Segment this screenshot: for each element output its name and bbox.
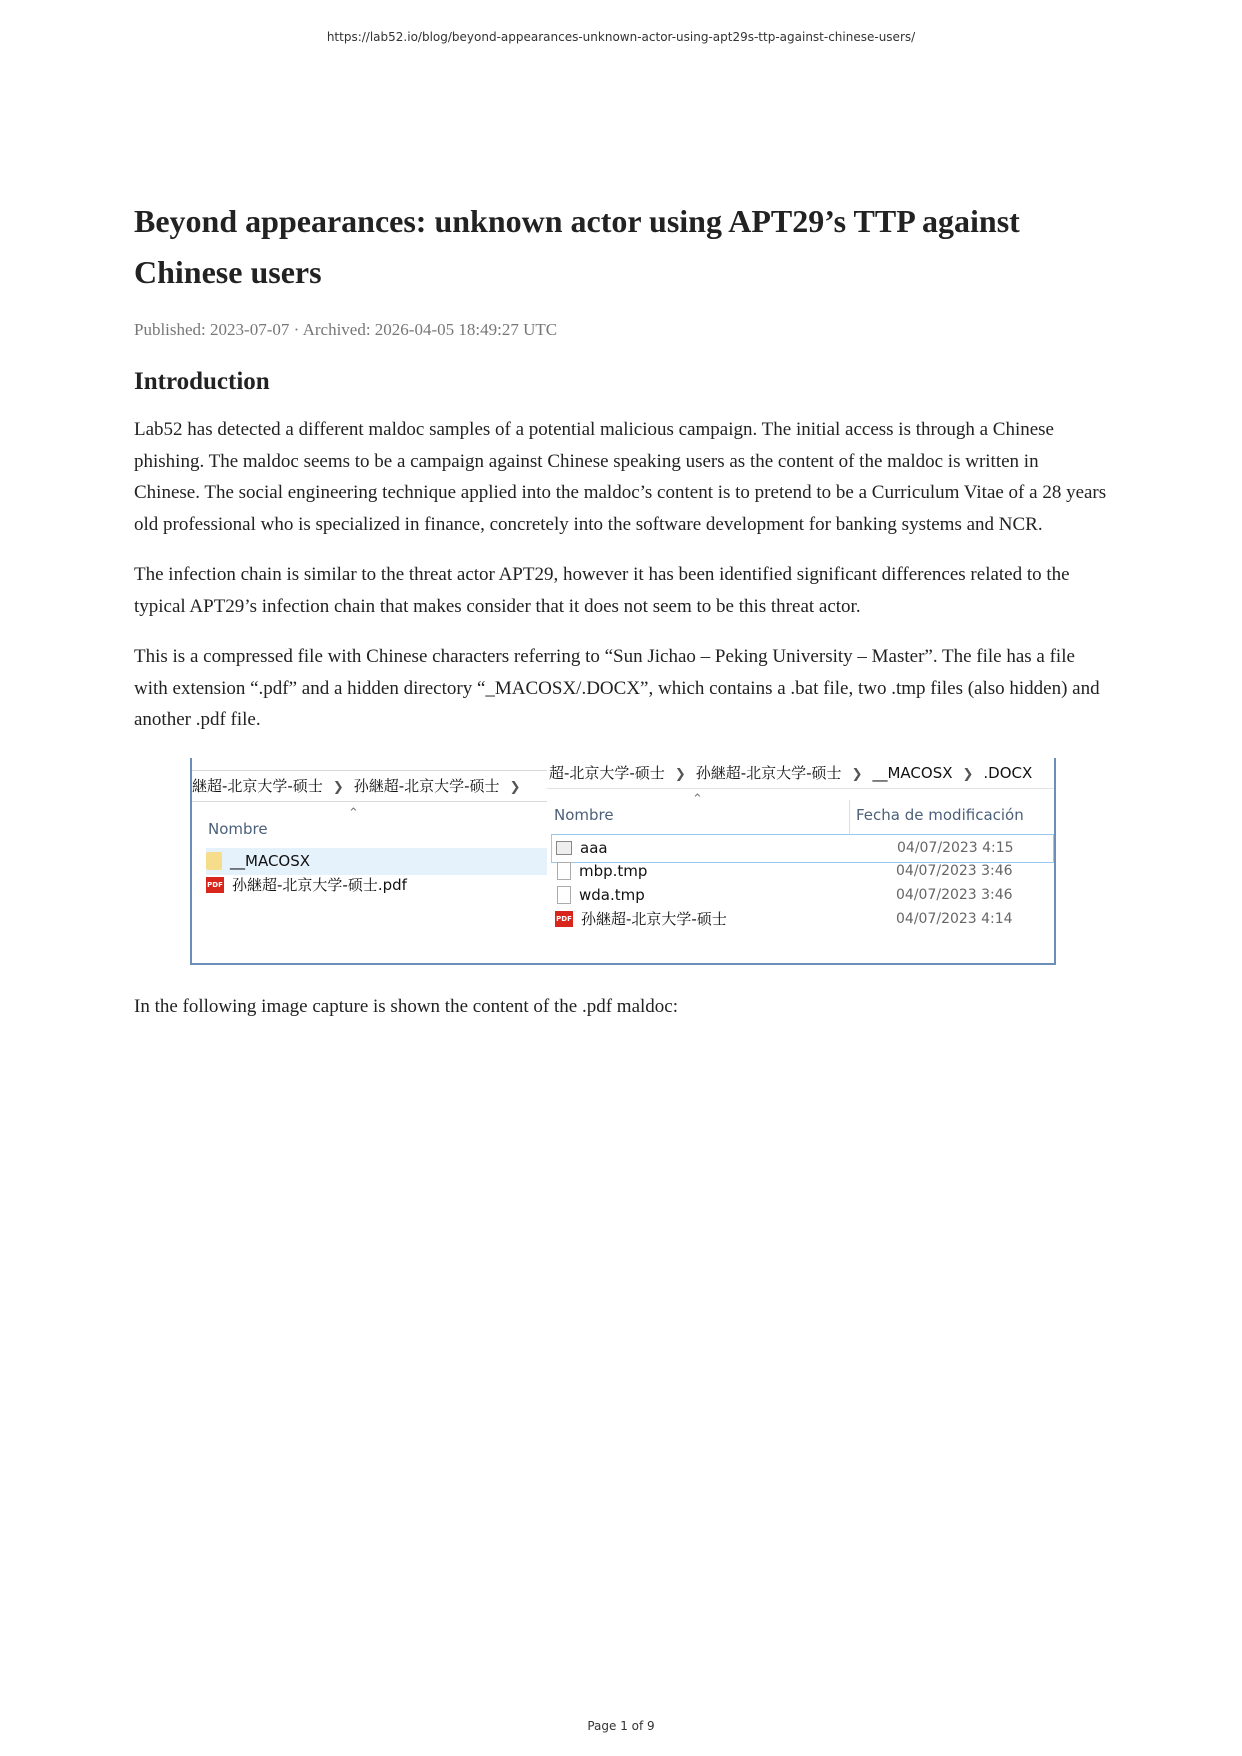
page-footer: Page 1 of 9 [587, 1719, 655, 1733]
left-explorer-pane [190, 758, 547, 965]
file-icon [557, 862, 571, 880]
paragraph-2: The infection chain is similar to the threat actor APT29, however it has been identified significant differences related to the typical APT29’s infection chain that makes consider that it does not seem to be this threat actor. [134, 564, 1070, 617]
title-line-1: Beyond appearances: unknown actor using APT29’s TTP against [134, 203, 1020, 239]
column-header-name[interactable]: Nombre [554, 805, 614, 824]
column-header-name[interactable]: Nombre [208, 819, 268, 838]
explorer-screenshot [190, 758, 1056, 965]
file-name: __MACOSX [230, 851, 311, 870]
divider [547, 788, 1054, 789]
title-line-2: Chinese users [134, 254, 322, 290]
file-name: aaa [580, 838, 608, 857]
file-row[interactable] [551, 906, 1054, 933]
paragraph-3: This is a compressed file with Chinese characters referring to “Sun Jichao – Peking University – Master”. The file has a file with extension “.pdf” and a hidden directory “_MACOSX/.DOCX”, which contains a .bat file, two .tmp files (also hidden) and another .pdf file. [134, 646, 1100, 730]
file-row[interactable] [206, 872, 547, 899]
right-explorer-pane [547, 758, 1056, 965]
section-heading: Introduction [134, 368, 270, 395]
file-date: 04/07/2023 3:46 [896, 886, 1013, 903]
folder-icon [206, 852, 222, 870]
file-row[interactable] [206, 848, 547, 875]
breadcrumb-segment[interactable]: 超-北京大学-硕士 [549, 763, 665, 782]
file-icon [557, 886, 571, 904]
page-url: https://lab52.io/blog/beyond-appearances-unknown-actor-using-apt29s-ttp-against-chinese-users/ [326, 30, 916, 44]
chevron-right-icon: ❯ [962, 766, 974, 782]
file-date: 04/07/2023 3:46 [896, 862, 1013, 879]
breadcrumb-segment[interactable]: 孙継超-北京大学-硕士 [695, 763, 842, 782]
chevron-right-icon: ❯ [332, 779, 344, 795]
breadcrumb-segment[interactable]: 孙継超-北京大学-硕士 [353, 776, 500, 795]
file-name: wda.tmp [579, 885, 645, 904]
file-name: mbp.tmp [579, 861, 648, 880]
file-name: 孙継超-北京大学-硕士 [581, 909, 727, 928]
chevron-right-icon: ❯ [851, 766, 863, 782]
breadcrumb-segment[interactable]: __MACOSX [872, 763, 953, 782]
breadcrumb-segment[interactable]: .DOCX [983, 763, 1033, 782]
file-name: 孙継超-北京大学-硕士.pdf [232, 875, 407, 894]
file-date: 04/07/2023 4:14 [896, 910, 1013, 927]
article [134, 196, 1109, 1022]
pdf-icon: PDF [206, 877, 224, 893]
file-date: 04/07/2023 4:15 [897, 839, 1014, 856]
right-breadcrumb [547, 758, 1054, 788]
column-header-date[interactable]: Fecha de modificación [856, 805, 1024, 824]
paragraph-1: Lab52 has detected a different maldoc samples of a potential malicious campaign. The initial access is through a Chinese phishing. The maldoc seems to be a campaign against Chinese speaking users as the content of the maldoc is written in Chinese. The social engineering technique applied into the maldoc’s content is to pretend to be a Curriculum Vitae of a 28 years old professional who is specialized in finance, concretely into the software development for banking systems and NCR. [134, 419, 1107, 535]
breadcrumb-segment[interactable]: 継超-北京大学-硕士 [192, 776, 323, 795]
sort-caret-icon: ⌃ [348, 805, 359, 821]
article-title [134, 196, 1109, 298]
file-row[interactable] [551, 882, 1054, 909]
file-row[interactable] [551, 858, 1054, 885]
sort-caret-icon: ⌃ [692, 791, 703, 807]
chevron-right-icon: ❯ [509, 779, 521, 795]
publish-meta: Published: 2023-07-07 · Archived: 2026-04-05 18:49:27 UTC [134, 320, 558, 339]
pdf-icon: PDF [555, 911, 573, 927]
paragraph-4: In the following image capture is shown the content of the .pdf maldoc: [134, 995, 678, 1017]
image-file-icon [556, 841, 572, 855]
left-breadcrumb [192, 770, 547, 802]
chevron-right-icon: ❯ [674, 766, 686, 782]
